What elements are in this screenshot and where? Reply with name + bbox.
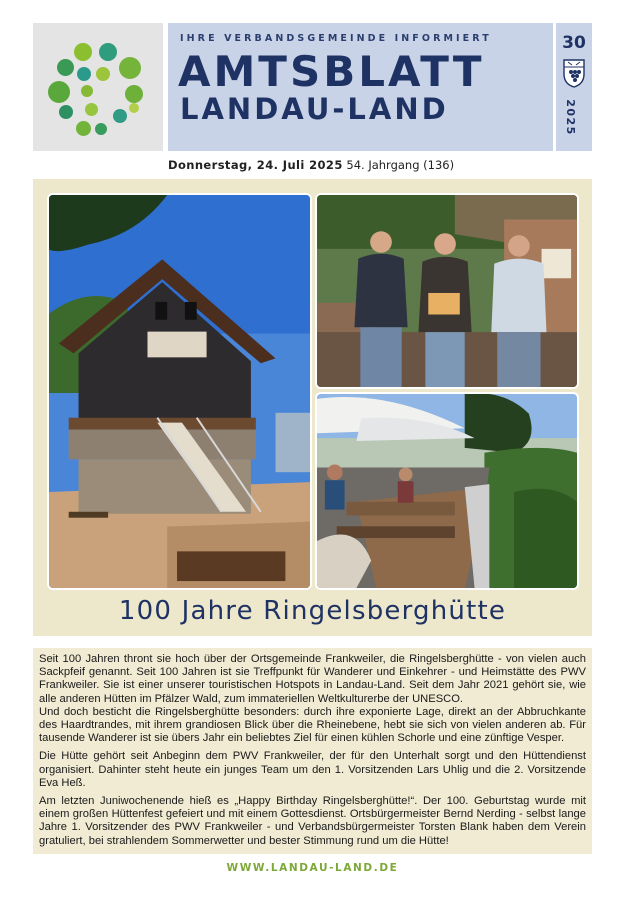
article-paragraph: Am letzten Juniwochenende hieß es „Happy Birthday Ringelsberghütte!“. Der 100. Geburtstag wurde mit einem großen Hüttenfest gefeiert und mit einem Gottesdienst. Ortsbürgermeister Bernd Nerding - selbst lange Jahre 1. Vorsitzender des PWV Frankweiler - und Verbandsbürgermeister Torsten Blank haben dem Verein gratuliert, bei strahlendem Sommerwetter und bester Stimmung rund um die Hütte!	[39, 795, 586, 847]
feature-headline: 100 Jahre Ringelsberghütte	[118, 596, 507, 626]
article-paragraph: Die Hütte gehört seit Anbeginn dem PWV Frankweiler, der für den Unterhalt sorgt und den Hüttendienst organisiert. Dahinter steht heute ein junges Team um den 1. Vorsitzenden Lars Uhlig und die 2. Vorsitzende Eva Heß.	[39, 750, 586, 789]
volume-info: 54. Jahrgang (136)	[346, 158, 455, 172]
issue-panel	[556, 23, 592, 151]
logo-panel	[33, 23, 163, 151]
article-paragraph: Und doch besticht die Ringelsberghütte besonders: durch ihre exponierte Lage, direkt an der Abbruchkante des Haardtrandes, mit ihrem grandiosen Blick über die Rheinebene, hebt sie sich von vielen anderen ab. Für tausende Wanderer ist sie übers Jahr ein beliebtes Ziel für einen kühlen Schorle und eine zünftige Vesper.	[39, 705, 586, 745]
green-dots-logo-icon	[33, 23, 163, 151]
issue-number: 30	[562, 33, 586, 53]
article-paragraph: Seit 100 Jahren thront sie hoch über der Ortsgemeinde Frankweiler, die Ringelsberghütte - von vielen auch Sackpfeif genannt. Seit 100 Jahren ist sie Treffpunkt für Wanderer und Einkehrer - und Heimstätte des PWV Frankweiler. Sie ist einer unserer touristischen Hotspots in Landau-Land. Seit dem Jahr 2021 gehört sie, wie alle anderen Hütten im Pfälzer Wald, zum immateriellen Weltkulturerbe der UNESCO.	[39, 653, 586, 705]
dateline	[168, 158, 454, 172]
issue-year: 2025	[563, 99, 577, 136]
masthead-title: AMTSBLATT	[178, 47, 485, 96]
hut-photo	[47, 193, 312, 590]
masthead-kicker: IHRE VERBANDSGEMEINDE INFORMIERT	[180, 33, 492, 44]
article-body	[33, 648, 592, 854]
website-link[interactable]: WWW.LANDAU-LAND.DE	[226, 862, 399, 874]
group-photo	[315, 193, 579, 389]
terrace-photo	[315, 392, 579, 590]
issue-date: Donnerstag, 24. Juli 2025	[168, 158, 343, 172]
masthead	[168, 23, 553, 151]
grape-crest-icon	[562, 58, 586, 88]
masthead-subtitle: LANDAU-LAND	[180, 92, 449, 126]
feature-block	[33, 179, 592, 636]
